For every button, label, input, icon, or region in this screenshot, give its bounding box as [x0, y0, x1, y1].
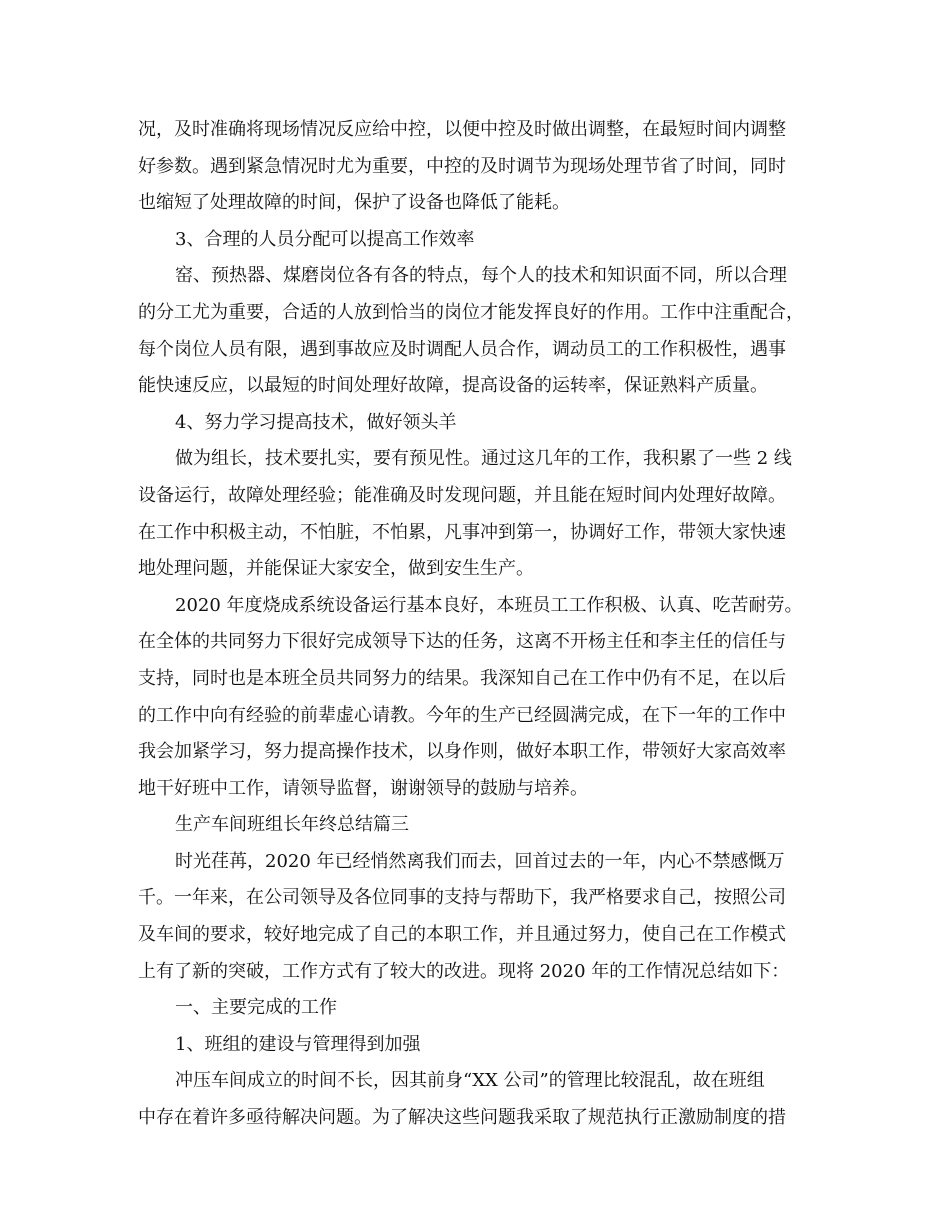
paragraph-line: 窑、预热器、煤磨岗位各有各的特点，每个人的技术和知识面不同，所以合理 [175, 265, 787, 287]
section-heading: 1、班组的建设与管理得到加强 [175, 1033, 421, 1055]
paragraph-line: 能快速反应，以最短的时间处理好故障，提高设备的运转率，保证熟料产质量。 [138, 375, 768, 397]
paragraph-line: 时光荏苒，2020 年已经悄然离我们而去，回首过去的一年，内心不禁感慨万 [175, 850, 785, 872]
paragraph-line: 的工作中向有经验的前辈虚心请教。今年的生产已经圆满完成，在下一年的工作中 [138, 704, 786, 726]
paragraph-line: 我会加紧学习，努力提高操作技术，以身作则，做好本职工作，带领好大家高效率 [138, 741, 786, 763]
paragraph-line: 地干好班中工作，请领导监督，谢谢领导的鼓励与培养。 [138, 777, 588, 799]
document-body [138, 112, 818, 1137]
paragraph-line: 中存在着许多亟待解决问题。为了解决这些问题我采取了规范执行正激励制度的措 [138, 1107, 786, 1129]
section-heading: 3、合理的人员分配可以提高工作效率 [175, 228, 475, 250]
section-heading: 4、努力学习提高技术，做好领头羊 [175, 411, 457, 433]
paragraph-line: 千。一年来，在公司领导及各位同事的支持与帮助下，我严格要求自己，按照公司 [138, 887, 786, 909]
paragraph-line: 的分工尤为重要，合适的人放到恰当的岗位才能发挥良好的作用。工作中注重配合， [138, 301, 804, 323]
paragraph-line: 况，及时准确将现场情况反应给中控，以便中控及时做出调整，在最短时间内调整 [138, 119, 786, 140]
paragraph-line: 在全体的共同努力下很好完成领导下达的任务，这离不开杨主任和李主任的信任与 [138, 631, 786, 653]
article-title: 生产车间班组长年终总结篇三 [175, 814, 409, 836]
paragraph-line: 支持，同时也是本班全员共同努力的结果。我深知自己在工作中仍有不足，在以后 [138, 667, 786, 689]
paragraph-line: 每个岗位人员有限，遇到事故应及时调配人员合作，调动员工的工作积极性，遇事 [138, 338, 786, 360]
paragraph-line: 做为组长，技术要扎实，要有预见性。通过这几年的工作，我积累了一些 2 线 [175, 448, 792, 470]
paragraph-line: 地处理问题，并能保证大家安全，做到安生生产。 [138, 558, 534, 580]
paragraph-line: 2020 年度烧成系统设备运行基本良好，本班员工工作积极、认真、吃苦耐劳。 [175, 594, 803, 616]
paragraph-line: 在工作中积极主动，不怕脏，不怕累，凡事冲到第一，协调好工作，带领大家快速 [138, 521, 786, 543]
paragraph-line: 好参数。遇到紧急情况时尤为重要，中控的及时调节为现场处理节省了时间，同时 [138, 155, 786, 177]
section-heading: 一、主要完成的工作 [175, 997, 337, 1019]
paragraph-line: 及车间的要求，较好地完成了自己的本职工作，并且通过努力，使自己在工作模式 [138, 924, 786, 946]
paragraph-line: 上有了新的突破，工作方式有了较大的改进。现将 2020 年的工作情况总结如下： [138, 960, 790, 982]
paragraph-line: 冲压车间成立的时间不长，因其前身“XX 公司”的管理比较混乱，故在班组 [175, 1070, 765, 1092]
paragraph-line: 设备运行，故障处理经验；能准确及时发现问题，并且能在短时间内处理好故障。 [138, 484, 786, 506]
paragraph-line: 也缩短了处理故障的时间，保护了设备也降低了能耗。 [138, 192, 570, 214]
